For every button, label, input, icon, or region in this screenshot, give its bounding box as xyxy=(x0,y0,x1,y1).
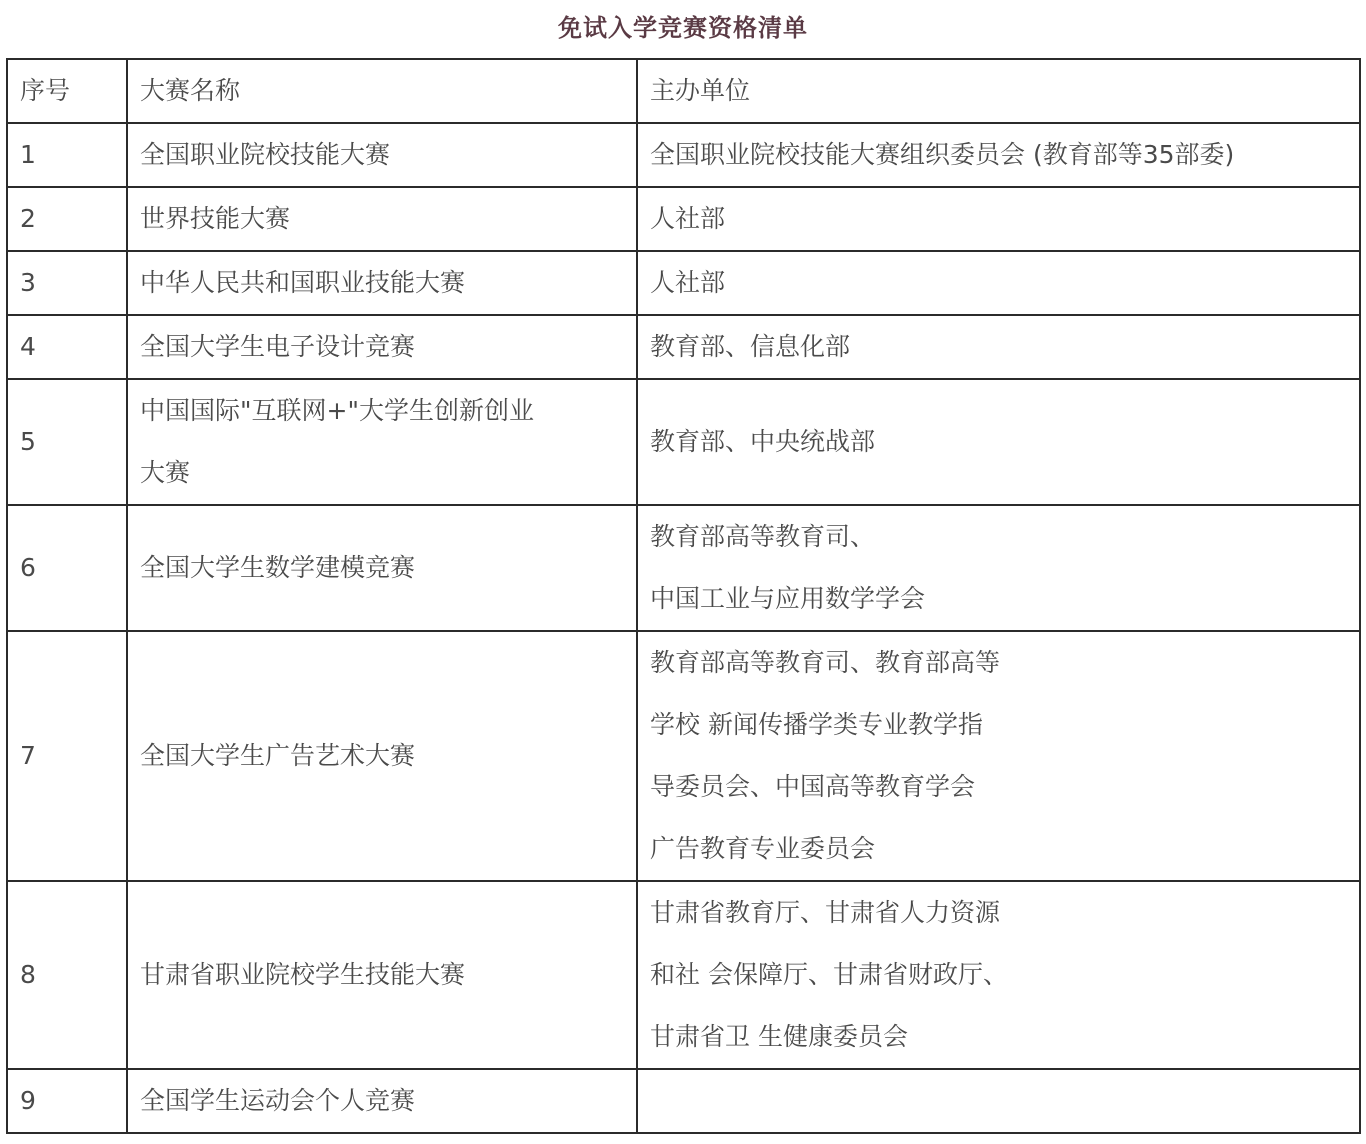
competition-table xyxy=(6,58,1361,1134)
cell-name xyxy=(127,315,637,379)
cell-name xyxy=(127,631,637,881)
cell-name-line: 中华人民共和国职业技能大赛 xyxy=(140,268,466,297)
table-row xyxy=(7,379,1360,505)
cell-name-line: 全国大学生广告艺术大赛 xyxy=(140,741,416,770)
table-row xyxy=(7,1069,1360,1133)
header-organizer: 主办单位 xyxy=(637,59,1360,123)
cell-name-line: 甘肃省职业院校学生技能大赛 xyxy=(140,960,466,989)
cell-organizer-line: 甘肃省卫 生健康委员会 xyxy=(650,1022,908,1051)
table-row xyxy=(7,881,1360,1069)
table-row xyxy=(7,505,1360,631)
cell-name xyxy=(127,379,637,505)
header-index: 序号 xyxy=(7,59,127,123)
cell-name-line: 全国学生运动会个人竞赛 xyxy=(140,1086,416,1115)
cell-organizer xyxy=(637,251,1360,315)
cell-organizer xyxy=(637,505,1360,631)
cell-index: 6 xyxy=(7,505,127,631)
cell-organizer xyxy=(637,123,1360,187)
cell-organizer xyxy=(637,881,1360,1069)
cell-organizer-line: 导委员会、中国高等教育学会 xyxy=(650,772,976,801)
table-row xyxy=(7,187,1360,251)
cell-name xyxy=(127,123,637,187)
cell-index: 4 xyxy=(7,315,127,379)
cell-name-line: 全国大学生数学建模竞赛 xyxy=(140,553,416,582)
cell-index: 7 xyxy=(7,631,127,881)
cell-name-line: 大赛 xyxy=(140,458,191,487)
cell-index: 8 xyxy=(7,881,127,1069)
cell-organizer-line: 教育部高等教育司、 xyxy=(650,522,876,551)
cell-name-line: 世界技能大赛 xyxy=(140,204,291,233)
cell-name-line: 全国大学生电子设计竞赛 xyxy=(140,332,416,361)
header-name: 大赛名称 xyxy=(127,59,637,123)
cell-index: 3 xyxy=(7,251,127,315)
table-row xyxy=(7,631,1360,881)
table-body xyxy=(7,123,1360,1133)
cell-organizer xyxy=(637,187,1360,251)
cell-organizer xyxy=(637,315,1360,379)
cell-name xyxy=(127,187,637,251)
cell-index: 2 xyxy=(7,187,127,251)
cell-name xyxy=(127,505,637,631)
cell-organizer xyxy=(637,631,1360,881)
table-row xyxy=(7,123,1360,187)
cell-name xyxy=(127,1069,637,1133)
cell-organizer-line: 甘肃省教育厅、甘肃省人力资源 xyxy=(650,898,1001,927)
cell-organizer-line: 教育部、信息化部 xyxy=(650,332,851,361)
cell-organizer-line xyxy=(650,1070,1347,1132)
page-title: 免试入学竞赛资格清单 xyxy=(558,14,808,42)
cell-organizer-line: 中国工业与应用数学学会 xyxy=(650,584,926,613)
cell-organizer-line: 教育部高等教育司、教育部高等 xyxy=(650,648,1001,677)
cell-index: 9 xyxy=(7,1069,127,1133)
table-row xyxy=(7,251,1360,315)
cell-organizer xyxy=(637,379,1360,505)
cell-name xyxy=(127,251,637,315)
cell-name-line: 中国国际"互联网+"大学生创新创业 xyxy=(140,396,534,425)
cell-organizer-line: 广告教育专业委员会 xyxy=(650,834,876,863)
cell-organizer-line: 教育部、中央统战部 xyxy=(650,427,876,456)
cell-organizer-line: 人社部 xyxy=(650,268,726,297)
cell-organizer xyxy=(637,1069,1360,1133)
cell-name-line: 全国职业院校技能大赛 xyxy=(140,140,391,169)
cell-organizer-line: 全国职业院校技能大赛组织委员会 (教育部等35部委) xyxy=(650,140,1235,169)
cell-index: 5 xyxy=(7,379,127,505)
cell-organizer-line: 和社 会保障厅、甘肃省财政厅、 xyxy=(650,960,1008,989)
cell-organizer-line: 学校 新闻传播学类专业教学指 xyxy=(650,710,983,739)
cell-name xyxy=(127,881,637,1069)
cell-index: 1 xyxy=(7,123,127,187)
table-row xyxy=(7,315,1360,379)
table-header-row xyxy=(7,59,1360,123)
cell-organizer-line: 人社部 xyxy=(650,204,726,233)
